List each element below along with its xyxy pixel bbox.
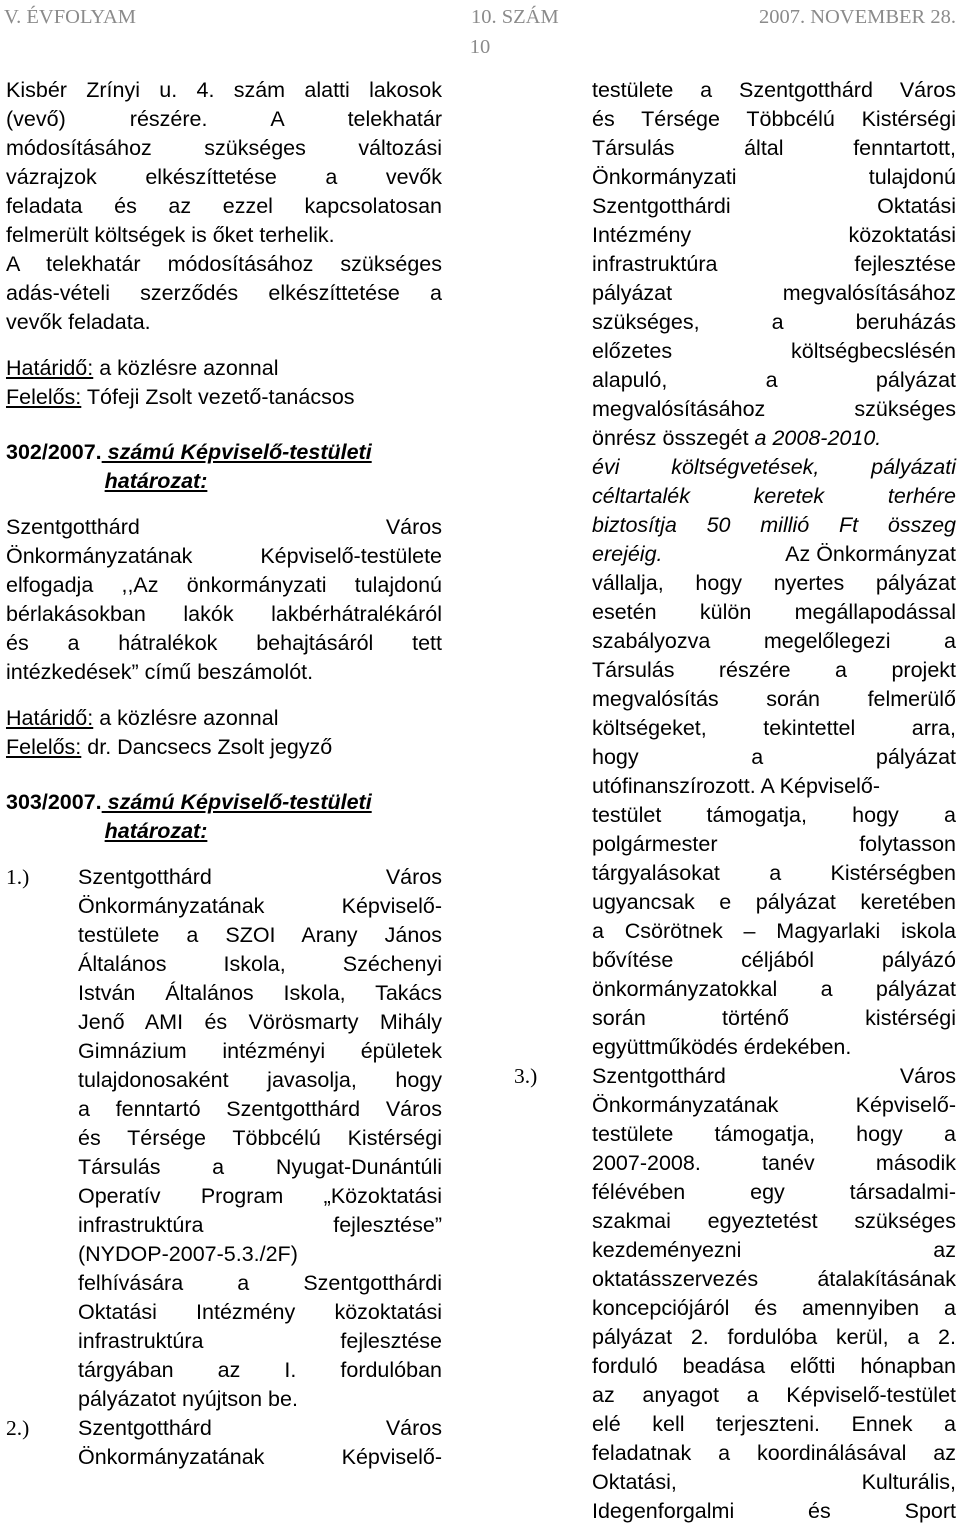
resolution-title: számú Képviselő-testületi (101, 790, 372, 814)
resolution-title: számú Képviselő-testületi (101, 440, 372, 464)
text-line: szükséges, a beruházás (592, 310, 956, 334)
text-line: tulajdonosaként javasolja, hogy (78, 1068, 442, 1092)
text-line (592, 424, 956, 453)
text-line: Operatív Program „Közoktatási (78, 1184, 442, 1208)
responsible-label: Felelős: (6, 385, 82, 409)
text-line: biztosítja 50 millió Ft összeg (592, 513, 956, 537)
text-line: és Térsége Többcélú Kistérségi (78, 1126, 442, 1150)
page-header (4, 6, 956, 34)
text-line: vállalja, hogy nyertes pályázat (592, 571, 956, 595)
text-line: infrastruktúra fejlesztése (78, 1329, 442, 1353)
text-line: infrastruktúra fejlesztése (592, 252, 956, 276)
text-line: a fenntartó Szentgotthárd Város (78, 1097, 442, 1121)
text-line: testülete támogatja, hogy a (592, 1122, 956, 1146)
text-line: István Általános Iskola, Takács (78, 981, 442, 1005)
text-line: Jenő AMI és Vörösmarty Mihály (78, 1010, 442, 1034)
text-line: szabályozva megelőlegezi a (592, 629, 956, 653)
text-line: oktatásszervezés átalakításának (592, 1267, 956, 1291)
text-line: testülete a SZOI Arany János (78, 923, 442, 947)
text-line: Szentgotthárd Város (78, 1416, 442, 1440)
resolution-label: határozat: (104, 469, 208, 493)
text-line: Intézmény közoktatási (592, 223, 956, 247)
right-column (514, 76, 956, 1526)
deadline-label: Határidő: (6, 706, 94, 730)
text-line: Társulás részére a projekt (592, 658, 956, 682)
text-line: Kisbér Zrínyi u. 4. szám alatti lakosok (6, 78, 442, 102)
text-line: hogy a pályázat (592, 745, 956, 769)
text-line (592, 540, 956, 569)
text-line: koncepciójáról és amennyiben a (592, 1296, 956, 1320)
text-line: pályázatot nyújtson be. (78, 1387, 298, 1411)
responsible-label: Felelős: (6, 735, 82, 759)
text-line: önkormányzatokkal a pályázat (592, 977, 956, 1001)
responsible-text: Tófeji Zsolt vezető-tanácsos (81, 385, 355, 409)
deadline-text: a közlésre azonnal (93, 706, 279, 730)
text-line: Önkormányzatának Képviselő- (78, 1445, 442, 1469)
issue-label: 10. SZÁM (471, 6, 559, 28)
item-number: 3.) (514, 1064, 538, 1088)
text-line: vázrajzok elkészíttetése a vevők (6, 165, 442, 189)
text-line: Oktatási, Kulturális, (592, 1470, 956, 1494)
text-line: Oktatási Intézmény közoktatási (78, 1300, 442, 1324)
text-line: Szentgotthárd Város (592, 1064, 956, 1088)
text-line: adás-vételi szerződés elkészíttetése a (6, 281, 442, 305)
text-line: vevők feladata. (6, 310, 151, 334)
text-line: megvalósítás során felmerülő (592, 687, 956, 711)
text-line: Gimnázium intézményi épületek (78, 1039, 442, 1063)
resolution-302-heading (6, 438, 442, 467)
deadline-line (6, 354, 442, 383)
text-line: (vevő) részére. A telekhatár (6, 107, 442, 131)
text-line: (NYDOP-2007-5.3./2F) (78, 1242, 298, 1266)
volume-label: V. ÉVFOLYAM (4, 6, 136, 28)
text-line: pályázat megvalósításához (592, 281, 956, 305)
text-line: testület támogatja, hogy a (592, 803, 956, 827)
text-line: bővítése céljából pályázó (592, 948, 956, 972)
text-line: során történő kistérségi (592, 1006, 956, 1030)
text-line: az anyagot a Képviselő-testület (592, 1383, 956, 1407)
text-line: módosításához szükséges változási (6, 136, 442, 160)
resolution-303-heading (6, 788, 442, 817)
text-line: ugyancsak e pályázat keretében (592, 890, 956, 914)
text-italic: a 2008-2010. (754, 426, 882, 450)
responsible-line (6, 733, 442, 762)
item-2 (6, 1414, 442, 1472)
text-line: tárgyában az I. fordulóban (78, 1358, 442, 1382)
text-line: és Térsége Többcélú Kistérségi (592, 107, 956, 131)
text-line: testülete a Szentgotthárd Város (592, 78, 956, 102)
text-line: elfogadja ,,Az önkormányzati tulajdonú (6, 573, 442, 597)
text-italic: erejéig. (592, 542, 663, 566)
text-line: szakmai egyeztetést szükséges (592, 1209, 956, 1233)
item-3 (514, 1062, 956, 1526)
page-number: 10 (469, 36, 491, 58)
text-line: megvalósításához szükséges (592, 397, 956, 421)
item-number: 1.) (6, 865, 30, 889)
text-line: pályázat 2. fordulóba kerül, a 2. (592, 1325, 956, 1349)
text-line: tárgyalásokat a Kistérségben (592, 861, 956, 885)
text-line: költségeket, tekintettel arra, (592, 716, 956, 740)
text-line: évi költségvetések, pályázati (592, 455, 956, 479)
text-line: alapuló, a pályázat (592, 368, 956, 392)
deadline-label: Határidő: (6, 356, 94, 380)
text-line: A telekhatár módosításához szükséges (6, 252, 442, 276)
date-label: 2007. NOVEMBER 28. (758, 6, 956, 28)
text-normal: Az Önkormányzat (785, 542, 956, 566)
text-line: Önkormányzati tulajdonú (592, 165, 956, 189)
resolution-number: 302/2007. (6, 440, 102, 464)
text-line: Társulás által fenntartott, (592, 136, 956, 160)
text-line: Szentgotthárd Város (78, 865, 442, 889)
text-line: együttműködés érdekében. (592, 1035, 852, 1059)
text-line: előzetes költségbecslésén (592, 339, 956, 363)
text-line: Idegenforgalmi és Sport (592, 1499, 956, 1523)
text-line: infrastruktúra fejlesztése” (78, 1213, 442, 1237)
text-line: 2007-2008. tanév második (592, 1151, 956, 1175)
item-1 (6, 863, 442, 1414)
text-line: Önkormányzatának Képviselő-testülete (6, 544, 442, 568)
intro-paragraph (6, 76, 442, 337)
text-line: bérlakásokban lakók lakbérhátralékáról (6, 602, 442, 626)
text-line: utófinanszírozott. A Képviselő- (592, 774, 881, 798)
text-line: céltartalék keretek terhére (592, 484, 956, 508)
resolution-302-body (6, 513, 442, 687)
text-line: Szentgotthárd Város (6, 515, 442, 539)
deadline-text: a közlésre azonnal (93, 356, 279, 380)
item-number: 2.) (6, 1416, 30, 1440)
text-line: polgármester folytasson (592, 832, 956, 856)
deadline-line (6, 704, 442, 733)
resolution-label: határozat: (104, 819, 208, 843)
text-line: feladatnak a koordinálásával az (592, 1441, 956, 1465)
text-line: Önkormányzatának Képviselő- (592, 1093, 956, 1117)
text-line: és a hátralékok behajtásáról tett (6, 631, 442, 655)
text-line: Általános Iskola, Széchenyi (78, 952, 442, 976)
text-line: Szentgotthárdi Oktatási (592, 194, 956, 218)
text-line: felhívására a Szentgotthárdi (78, 1271, 442, 1295)
text-line: Társulás a Nyugat-Dunántúli (78, 1155, 442, 1179)
left-column (6, 76, 442, 1472)
text-normal: önrész összegét (592, 426, 755, 450)
text-line: kezdeményezni az (592, 1238, 956, 1262)
text-line: elé kell terjeszteni. Ennek a (592, 1412, 956, 1436)
text-line: forduló beadása előtti hónapban (592, 1354, 956, 1378)
responsible-text: dr. Dancsecs Zsolt jegyző (81, 735, 333, 759)
text-line: a Csörötnek – Magyarlaki iskola (592, 919, 956, 943)
text-line: feladata és az ezzel kapcsolatosan (6, 194, 442, 218)
text-line: Önkormányzatának Képviselő- (78, 894, 442, 918)
resolution-number: 303/2007. (6, 790, 102, 814)
text-line: intézkedések” című beszámolót. (6, 660, 314, 684)
text-line: félévében egy társadalmi- (592, 1180, 956, 1204)
text-line: esetén külön megállapodással (592, 600, 956, 624)
text-line: felmerült költségek is őket terhelik. (6, 223, 335, 247)
responsible-line (6, 383, 442, 412)
